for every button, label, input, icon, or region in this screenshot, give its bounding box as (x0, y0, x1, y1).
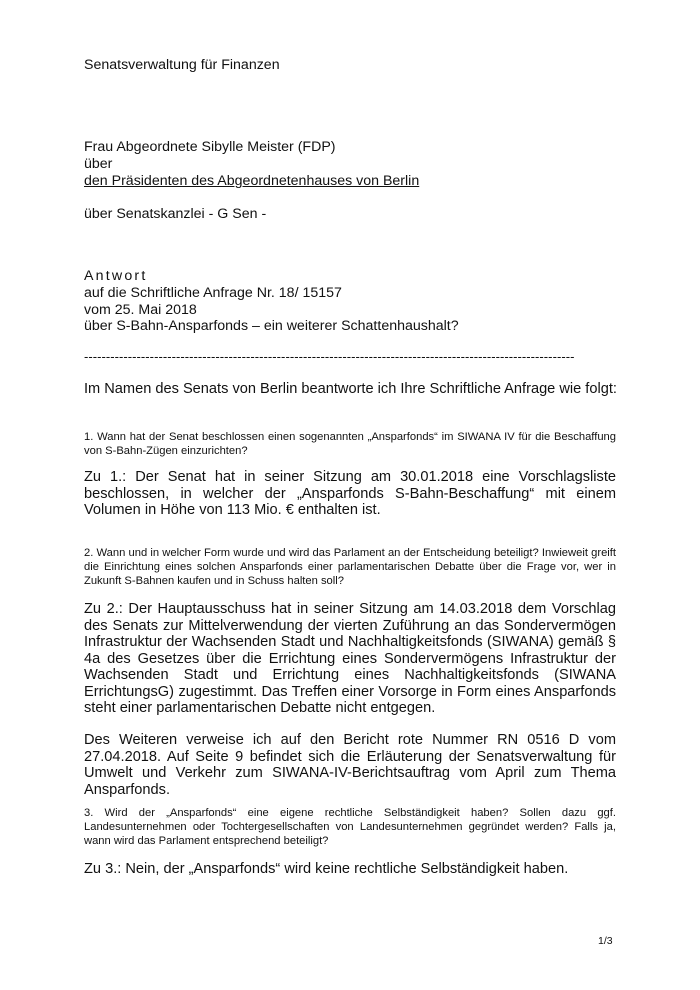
page-number: 1/3 (598, 935, 613, 947)
addressee-president-wrap (84, 173, 616, 190)
answer-2: Zu 2.: Der Hauptausschuss hat in seiner Sitzung am 14.03.2018 dem Vorschlag des Senats zur Mittelverwendung der vierten Zuführung an das Sondervermögen Infrastruktur der Wachsenden Stadt und Nachhaltigkeitsfonds (SIWANA) gemäß § 4a des Gesetzes über die Errichtung eines Sondervermögens Infrastruktur der Wachsenden Stadt und Errichtung eines Nachhaltigkeitsfonds (SIWANA ErrichtungsG) zugestimmt. Das Treffen einer Vorsorge in Form eines Ansparfonds steht einer parlamentarischen Debatte nicht entgegen. (84, 601, 616, 716)
intro-text: Im Namen des Senats von Berlin beantworte ich Ihre Schriftliche Anfrage wie folgt: (84, 381, 617, 397)
dash-divider: ---------------------------------------------------------------------------------------------------------------- (84, 349, 575, 364)
question-2: 2. Wann und in welcher Form wurde und wird das Parlament an der Entscheidung beteiligt? Inwieweit greift die Einrichtung eines solchen Ansparfonds einer parlamentarischen Debatte über die Frage vor, wer in Zukunft S-Bahnen kaufen und in Schuss halten soll? (84, 547, 616, 587)
answer-3: Zu 3.: Nein, der „Ansparfonds“ wird keine rechtliche Selbständigkeit haben. (84, 861, 569, 877)
addressee-chancellery: über Senatskanzlei - G Sen - (84, 206, 267, 222)
question-1: 1. Wann hat der Senat beschlossen einen sogenannten „Ansparfonds“ im SIWANA IV für die Beschaffung von S-Bahn-Zügen einzurichten? (84, 431, 616, 457)
inquiry-number: auf die Schriftliche Anfrage Nr. 18/ 15157 (84, 285, 342, 301)
addressee-name: Frau Abgeordnete Sibylle Meister (FDP) (84, 139, 336, 155)
answer-1: Zu 1.: Der Senat hat in seiner Sitzung am 30.01.2018 eine Vorschlagsliste beschlossen, in welcher der „Ansparfonds S-Bahn-Beschaffung“ mit einem Volumen in Höhe von 113 Mio. € enthalten ist. (84, 469, 616, 518)
question-3: 3. Wird der „Ansparfonds“ eine eigene rechtliche Selbständigkeit haben? Sollen dazu ggf. Landesunternehmen oder Tochtergesellschaften von Landesunternehmen gegründet werden? Falls ja, wann wird das Parlament entsprechend beteiligt? (84, 807, 616, 847)
inquiry-date: vom 25. Mai 2018 (84, 302, 197, 318)
addressee-via: über (84, 156, 113, 172)
addressee-president: den Präsidenten des Abgeordnetenhauses von Berlin (84, 173, 420, 189)
answer-heading: Antwort (84, 268, 148, 284)
department-header: Senatsverwaltung für Finanzen (84, 57, 280, 73)
inquiry-subject: über S-Bahn-Ansparfonds – ein weiterer Schattenhaushalt? (84, 318, 459, 334)
answer-2-reference: Des Weiteren verweise ich auf den Bericht rote Nummer RN 0516 D vom 27.04.2018. Auf Seite 9 befindet sich die Erläuterung der Senatsverwaltung für Umwelt und Verkehr zum SIWANA-IV-Berichtsauftrag vom April zum Thema Ansparfonds. (84, 732, 616, 798)
